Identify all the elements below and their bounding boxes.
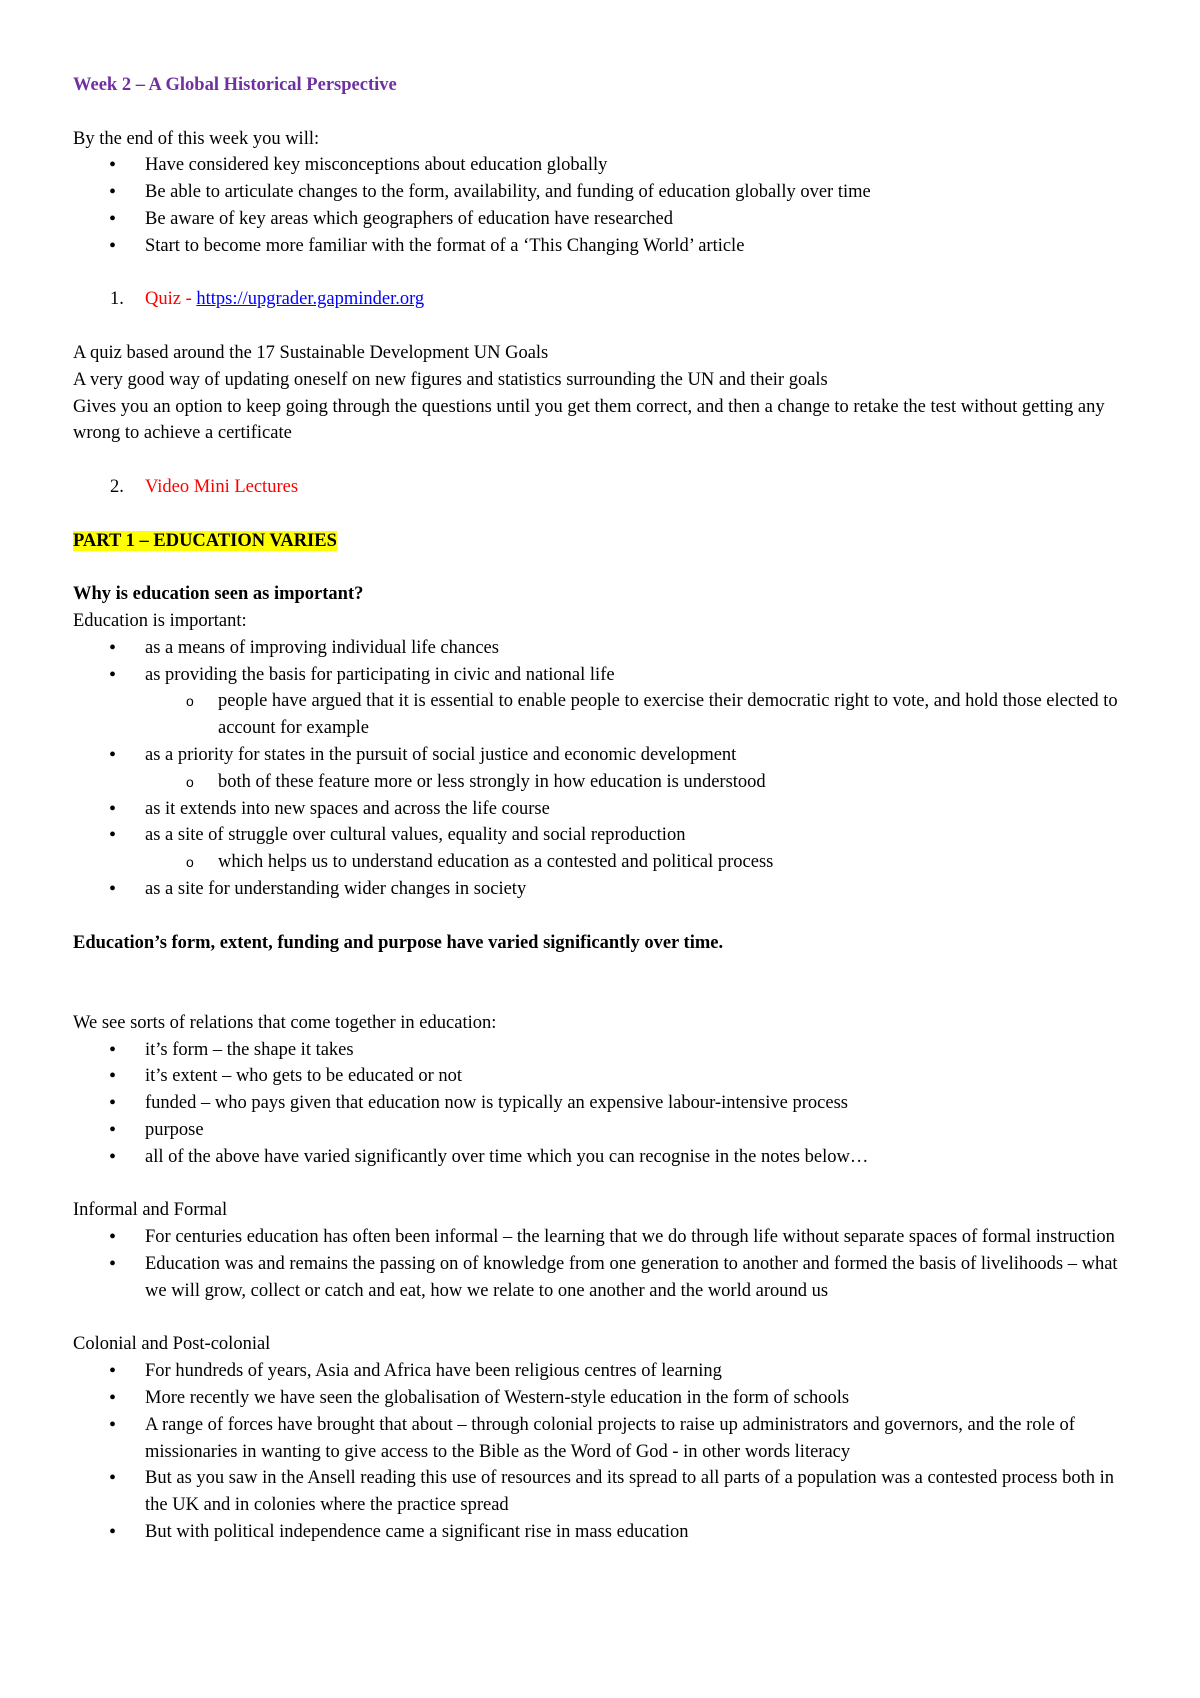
quiz-note: A quiz based around the 17 Sustainable Development UN Goals — [73, 342, 549, 363]
sub-list-item: o people have argued that it is essential to enable people to exercise their democratic right to vote, and hold those elected to account for example — [73, 688, 1133, 742]
gapminder-link[interactable]: https://upgrader.gapminder.org — [196, 289, 425, 310]
importance-list — [73, 635, 1133, 903]
list-item: • as a means of improving individual life chances — [73, 635, 1133, 662]
importance-intro: Education is important: — [73, 610, 247, 631]
document-page — [73, 72, 1133, 1546]
list-item: • as a priority for states in the pursuit of social justice and economic development — [73, 742, 1133, 769]
colonial-heading: Colonial and Post-colonial — [73, 1334, 271, 1355]
quiz-note: A very good way of updating oneself on new figures and statistics surrounding the UN and their goals — [73, 369, 828, 390]
numbered-item-quiz — [73, 286, 1133, 313]
relations-list — [73, 1037, 1133, 1171]
list-item: • purpose — [73, 1117, 1133, 1144]
spacer — [73, 99, 1133, 126]
objectives-list — [73, 152, 1133, 259]
list-item: • Be aware of key areas which geographers of education have researched — [73, 206, 1133, 233]
spacer — [73, 260, 1133, 287]
spacer — [73, 903, 1133, 930]
list-item: • But with political independence came a significant rise in mass education — [73, 1519, 1133, 1546]
list-item: • Start to become more familiar with the format of a ‘This Changing World’ article — [73, 233, 1133, 260]
objectives-intro: By the end of this week you will: — [73, 128, 320, 149]
spacer — [73, 501, 1133, 528]
sub-list-item: o which helps us to understand education as a contested and political process — [73, 849, 1133, 876]
quiz-label: Quiz - — [145, 289, 197, 310]
list-item: • as providing the basis for participating in civic and national life — [73, 662, 1133, 689]
part1-heading: PART 1 – EDUCATION VARIES — [73, 530, 337, 551]
spacer — [73, 447, 1133, 474]
numbered-item-video — [73, 474, 1133, 501]
list-item: • as a site of struggle over cultural values, equality and social reproduction — [73, 822, 1133, 849]
list-item: • Education was and remains the passing on of knowledge from one generation to another and formed the basis of livelihoods – what we will grow, collect or catch and eat, how we relate to one another and the world around us — [73, 1251, 1133, 1305]
relations-intro: We see sorts of relations that come together in education: — [73, 1012, 497, 1033]
page-title: Week 2 – A Global Historical Perspective — [73, 75, 397, 95]
spacer — [73, 1171, 1133, 1198]
sub-list-item: o both of these feature more or less strongly in how education is understood — [73, 769, 1133, 796]
why-heading: Why is education seen as important? — [73, 584, 364, 605]
item-number: 1. — [110, 289, 124, 310]
item-number: 2. — [110, 476, 124, 497]
list-item: • A range of forces have brought that about – through colonial projects to raise up administrators and governors, and the role of missionaries in wanting to give access to the Bible as the Word of God - in other words literacy — [73, 1412, 1133, 1466]
spacer — [73, 313, 1133, 340]
list-item: • it’s form – the shape it takes — [73, 1037, 1133, 1064]
list-item: • funded – who pays given that education now is typically an expensive labour-intensive process — [73, 1090, 1133, 1117]
quiz-note: Gives you an option to keep going through the questions until you get them correct, and then a change to retake the test without getting any wrong to achieve a certificate — [73, 396, 1105, 444]
spacer — [73, 1305, 1133, 1332]
spacer — [73, 956, 1133, 1010]
colonial-list — [73, 1358, 1133, 1546]
varied-statement: Education’s form, extent, funding and purpose have varied significantly over time. — [73, 932, 724, 953]
list-item: • Be able to articulate changes to the form, availability, and funding of education globally over time — [73, 179, 1133, 206]
list-item: • For hundreds of years, Asia and Africa have been religious centres of learning — [73, 1358, 1133, 1385]
list-item: • For centuries education has often been informal – the learning that we do through life without separate spaces of formal instruction — [73, 1224, 1133, 1251]
list-item: • all of the above have varied significantly over time which you can recognise in the notes below… — [73, 1144, 1133, 1171]
list-item: • Have considered key misconceptions about education globally — [73, 152, 1133, 179]
informal-heading: Informal and Formal — [73, 1200, 228, 1221]
spacer — [73, 554, 1133, 581]
list-item: • More recently we have seen the globalisation of Western-style education in the form of schools — [73, 1385, 1133, 1412]
list-item: • But as you saw in the Ansell reading this use of resources and its spread to all parts of a population was a contested process both in the UK and in colonies where the practice spread — [73, 1465, 1133, 1519]
list-item: • as it extends into new spaces and across the life course — [73, 796, 1133, 823]
list-item: • it’s extent – who gets to be educated or not — [73, 1063, 1133, 1090]
list-item: • as a site for understanding wider changes in society — [73, 876, 1133, 903]
informal-list — [73, 1224, 1133, 1304]
video-label: Video Mini Lectures — [145, 476, 299, 497]
